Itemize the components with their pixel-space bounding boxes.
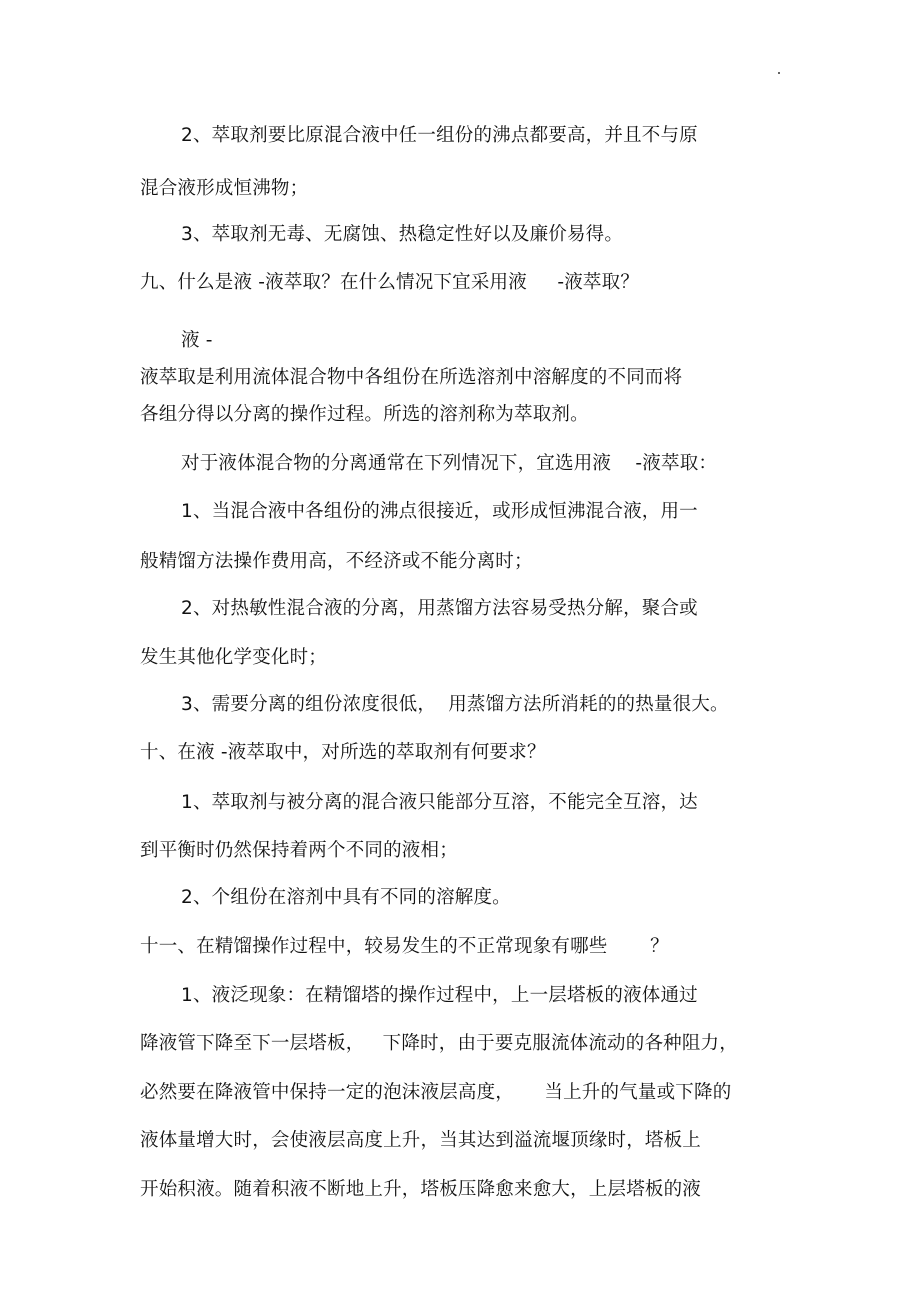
section-heading: 九、什么是液 -液萃取？在什么情况下宜采用液 -液萃取？ xyxy=(140,272,640,293)
text-line: 般精馏方法操作费用高，不经济或不能分离时； xyxy=(140,551,533,572)
text-line: 混合液形成恒沸物； xyxy=(140,178,309,199)
section-heading: 十、在液 -液萃取中，对所选的萃取剂有何要求？ xyxy=(140,742,546,763)
text-line: 必然要在降液管中保持一定的泡沫液层高度， 当上升的气量或下降的 xyxy=(140,1082,732,1103)
text-line: 液 - xyxy=(181,330,213,351)
text-line: 液萃取是利用流体混合物中各组份在所选溶剂中溶解度的不同而将 xyxy=(140,367,683,388)
text-line: 2、萃取剂要比原混合液中任一组份的沸点都要高，并且不与原 xyxy=(181,125,698,146)
text-line: 对于液体混合物的分离通常在下列情况下，宜选用液 -液萃取： xyxy=(181,453,718,474)
text-line: 1、液泛现象：在精馏塔的操作过程中，上一层塔板的液体通过 xyxy=(181,985,698,1006)
text-line: 开始积液。随着积液不断地上升，塔板压降愈来愈大，上层塔板的液 xyxy=(140,1179,702,1200)
text-line: 降液管下降至下一层塔板， 下降时，由于要克服流体流动的各种阻力， xyxy=(140,1033,738,1054)
page-mark xyxy=(778,72,780,74)
text-line: 3、萃取剂无毒、无腐蚀、热稳定性好以及廉价易得。 xyxy=(181,224,624,245)
text-line: 1、当混合液中各组份的沸点很接近，或形成恒沸混合液，用一 xyxy=(181,501,698,522)
text-line: 3、需要分离的组份浓度很低， 用蒸馏方法所消耗的的热量很大。 xyxy=(181,694,729,715)
text-line: 2、个组份在溶剂中具有不同的溶解度。 xyxy=(181,887,511,908)
text-line: 2、对热敏性混合液的分离，用蒸馏方法容易受热分解，聚合或 xyxy=(181,598,698,619)
section-heading: 十一、在精馏操作过程中，较易发生的不正常现象有哪些 ？ xyxy=(140,936,669,957)
text-line: 液体量增大时，会使液层高度上升，当其达到溢流堰顶缘时，塔板上 xyxy=(140,1130,702,1151)
text-line: 1、萃取剂与被分离的混合液只能部分互溶，不能完全互溶，达 xyxy=(181,792,698,813)
text-line: 发生其他化学变化时； xyxy=(140,647,328,668)
text-line: 到平衡时仍然保持着两个不同的液相； xyxy=(140,840,458,861)
text-line: 各组分得以分离的操作过程。所选的溶剂称为萃取剂。 xyxy=(140,404,589,425)
